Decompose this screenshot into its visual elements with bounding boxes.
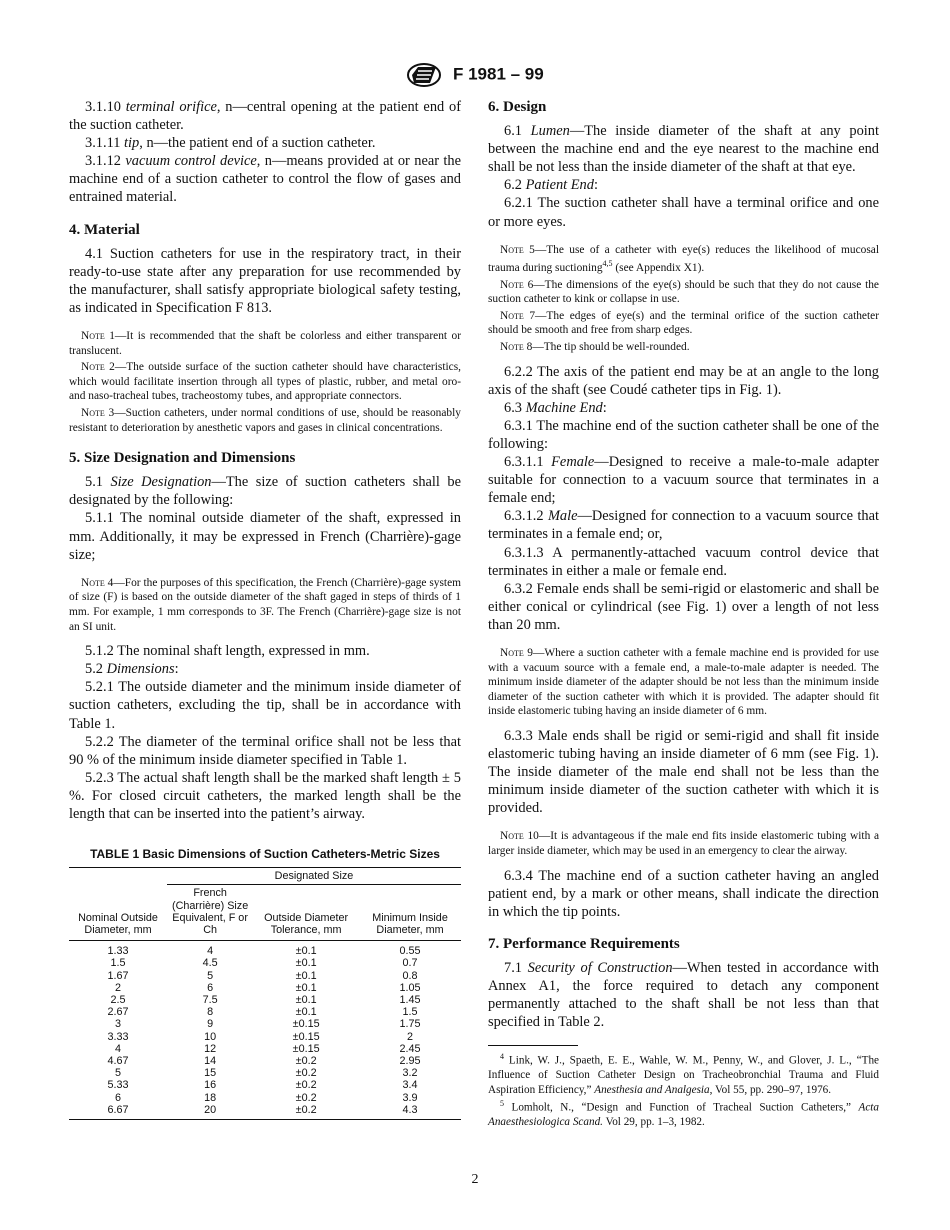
- table-cell: 3: [114, 1018, 121, 1031]
- footnote-4: $^4$ Link, W. J., Spaeth, E. E., Wahle, W. M., Penny, W., and Glover, J. L., “The Influence of Suction Catheter Design on Tracheobronchial Trauma and Fluid Aspiration Efficiency,” Anesthesia and Analgesia, Vol 55, pp. 290–97, 1976.: [488, 1052, 879, 1096]
- page-header: [0, 62, 950, 88]
- table-cell: ±0.1: [295, 993, 317, 1006]
- table-cell: ±0.2: [295, 1067, 317, 1080]
- astm-logo-icon: [406, 62, 442, 88]
- table-row: [69, 1079, 461, 1091]
- table-row: [69, 1092, 461, 1104]
- para-6-1: 6.1 Lumen—The inside diameter of the shaft at any point between the machine end and the eye nearest to the machine end shall be not less than the inside diameter of the shaft at that eye.: [488, 123, 880, 176]
- table-1-title: TABLE 1 Basic Dimensions of Suction Catheters-Metric Sizes: [90, 847, 440, 862]
- para-6-3: 6.3 Machine End:: [504, 399, 607, 416]
- table-cell: 5.33: [107, 1079, 129, 1092]
- table-cell: 0.55: [399, 945, 421, 958]
- table-cell: 8: [207, 1006, 214, 1019]
- table-cell: 3.2: [402, 1067, 418, 1080]
- para-6-3-1-2: 6.3.1.2 Male—Designed for connection to a vacuum source that terminates in a female end; or,: [488, 508, 879, 543]
- left-column: [69, 98, 461, 1120]
- table-row: [69, 957, 461, 969]
- para-5-1-2: 5.1.2 The nominal shaft length, expressed in mm.: [85, 643, 370, 660]
- table-cell: 7.5: [202, 993, 218, 1006]
- table-cell: 2.5: [110, 993, 126, 1006]
- table-row: [69, 1055, 461, 1067]
- table-cell: 3.4: [402, 1079, 418, 1092]
- para-6-3-2: 6.3.2 Female ends shall be semi-rigid or elastomeric and shall be either conical or cylindrical (see Fig. 1) over a length of not less than 20 mm.: [488, 580, 879, 633]
- table-cell: 18: [204, 1091, 217, 1104]
- table-cell: 1.05: [399, 981, 421, 994]
- table-cell: 6: [114, 1091, 121, 1104]
- para-5-1: 5.1 Size Designation—The size of suction catheters shall be designated by the following:: [69, 474, 461, 509]
- para-6-3-3: 6.3.3 Male ends shall be rigid or semi-rigid and shall fit inside elastomeric tubing having an inside diameter of 6 mm (see Fig. 1). The inside diameter of the male end shall not be less than the minimum inside diameter of the suction catheter with which it is provided.: [488, 727, 879, 817]
- table-row: [69, 1018, 461, 1030]
- note-3: Note 3—Suction catheters, under normal conditions of use, should be reasonably resistant to deterioration by anesthetic vapors and gases in clinical concentrations.: [69, 407, 461, 434]
- para-5-2: 5.2 Dimensions:: [85, 661, 179, 678]
- table-header: Nominal Outside Diameter, mm: [69, 885, 167, 941]
- table-cell: 15: [204, 1067, 217, 1080]
- note-2: Note 2—The outside surface of the suction catheter should have characteristics, which would facilitate insertion through all types of plastic, rubber, and metal oro- and naso-tracheal tubes, tracheostomy tubes, and appropriate connectors.: [69, 361, 461, 403]
- section-heading-5: 5. Size Designation and Dimensions: [69, 450, 296, 467]
- table-cell: ±0.15: [292, 1030, 320, 1043]
- table-cell: 3.33: [107, 1030, 129, 1043]
- table-cell: 16: [204, 1079, 217, 1092]
- table-cell: 1.45: [399, 993, 421, 1006]
- note-6: Note 6—The dimensions of the eye(s) should be such that they do not cause the suction catheter to kink or collapse in use.: [488, 278, 879, 306]
- table-cell: 2.45: [399, 1042, 421, 1055]
- table-cell: 5: [114, 1067, 121, 1080]
- para-6-3-1: 6.3.1 The machine end of the suction catheter shall be one of the following:: [488, 417, 879, 452]
- table-cell: 6: [207, 981, 214, 994]
- table-cell: 1.67: [107, 969, 129, 982]
- table-row: [69, 1104, 461, 1120]
- table-cell: ±0.2: [295, 1055, 317, 1067]
- table-row: [69, 994, 461, 1006]
- table-cell: 0.8: [402, 969, 418, 982]
- table-header: Minimum Inside Diameter, mm: [359, 885, 461, 941]
- para-6-2-1: 6.2.1 The suction catheter shall have a terminal orifice and one or more eyes.: [488, 195, 879, 230]
- table-cell: ±0.1: [295, 945, 317, 958]
- table-cell: ±0.2: [253, 1104, 359, 1120]
- section-heading-6: 6. Design: [488, 99, 547, 115]
- para-5-1-1: 5.1.1 The nominal outside diameter of the shaft, expressed in mm. Additionally, it may be expressed in French (Charrière)-gage size;: [69, 510, 461, 563]
- table-cell: 4: [207, 945, 214, 958]
- table-row: [69, 1006, 461, 1018]
- table-cell: ±0.15: [292, 1042, 320, 1055]
- table-cell: 0.7: [402, 957, 418, 970]
- footnote-5: $^5$ Lomholt, N., “Design and Function of Tracheal Suction Catheters,” Acta Anaesthesiologica Scand. Vol 29, pp. 1–3, 1982.: [488, 1098, 879, 1128]
- table-cell: 14: [204, 1055, 217, 1067]
- section-heading-4: 4. Material: [69, 221, 140, 238]
- para-6-3-4: 6.3.4 The machine end of a suction catheter having an angled patient end, by a mark or other means, shall indicate the direction in which the tip points.: [488, 867, 879, 920]
- table-1: [69, 867, 461, 1120]
- table-cell: 4: [114, 1042, 121, 1055]
- standard-designation: F 1981 – 99: [452, 64, 544, 84]
- note-7: Note 7—The edges of eye(s) and the terminal orifice of the suction catheter should be smooth and free from sharp edges.: [488, 309, 879, 337]
- para-5-2-3: 5.2.3 The actual shaft length shall be the marked shaft length ± 5 %. For closed circuit catheters, the marked length shall be the length that can be inserted into the patient’s airway.: [69, 769, 461, 822]
- table-row: [69, 1067, 461, 1079]
- table-cell: 1.5: [402, 1006, 418, 1019]
- para-3-1-11: 3.1.11 tip, n—the patient end of a suction catheter.: [85, 135, 376, 152]
- note-8: Note 8—The tip should be well-rounded.: [500, 341, 690, 354]
- table-cell: 2: [114, 981, 121, 994]
- table-cell: ±0.1: [295, 981, 317, 994]
- para-6-2: 6.2 Patient End:: [504, 177, 598, 194]
- para-5-2-1: 5.2.1 The outside diameter and the minimum inside diameter of suction catheters, excluding the tip, shall be in accordance with Table 1.: [69, 679, 461, 732]
- table-cell: 2: [407, 1030, 414, 1043]
- section-heading-7: 7. Performance Requirements: [488, 935, 680, 952]
- para-5-2-2: 5.2.2 The diameter of the terminal orifice shall not be less that 90 % of the minimum inside diameter specified in Table 1.: [69, 733, 461, 768]
- table-cell: 4.3: [359, 1104, 461, 1120]
- page-number: 2: [471, 1172, 479, 1187]
- note-9: Note 9—Where a suction catheter with a female machine end is provided for use with a vacuum source with a female end, a male-to-male adapter is needed. The minimum inside diameter of the adapter should be not less than the minimum inside diameter of the suction catheter with which it is provided. The adapter should fit inside elastomeric tubing having an inside diameter of 6 mm.: [488, 647, 879, 718]
- para-3-1-10: 3.1.10 terminal orifice, n—central opening at the patient end of the suction catheter.: [69, 99, 461, 134]
- table-cell: ±0.1: [295, 969, 317, 982]
- table-cell: ±0.2: [295, 1091, 317, 1104]
- table-row: [69, 970, 461, 982]
- para-6-3-1-3: 6.3.1.3 A permanently-attached vacuum control device that terminates in either a male or female end.: [488, 544, 879, 579]
- table-cell: 1.5: [110, 957, 126, 970]
- table-cell: 1.33: [107, 945, 129, 958]
- table-cell: ±0.2: [295, 1079, 317, 1092]
- table-span-header: Designated Size: [167, 868, 461, 885]
- table-cell: 12: [204, 1042, 217, 1055]
- note-4: Note 4—For the purposes of this specification, the French (Charrière)-gage system of size (F) is based on the outside diameter of the shaft gaged in steps of thirds of 1 mm. For example, 1 mm corresponds to 3F. The French (Charrière)-gage size is not an SI unit.: [69, 576, 461, 633]
- table-cell: 1.75: [399, 1018, 421, 1031]
- table-cell: 9: [207, 1018, 214, 1031]
- para-7-1: 7.1 Security of Construction—When tested in accordance with Annex A1, the force required to detach any component permanently attached to the shaft shall be not less than that specified in Table 2.: [488, 960, 879, 1031]
- right-column: [488, 98, 879, 1129]
- para-4-1: 4.1 Suction catheters for use in the respiratory tract, in their ready-to-use state after any preparation for use recommended by the manufacturer, shall satisfy appropriate biological safety testing, as indicated in Specification F 813.: [69, 245, 461, 316]
- table-cell: 3.9: [402, 1091, 418, 1104]
- table-cell: ±0.15: [292, 1018, 320, 1031]
- table-cell: 2.95: [399, 1055, 421, 1067]
- para-6-3-1-1: 6.3.1.1 Female—Designed to receive a male-to-male adapter suitable for connection to a vacuum source that terminates in a female end;: [488, 454, 880, 507]
- table-cell: 10: [204, 1030, 217, 1043]
- table-cell: 4.67: [107, 1055, 129, 1067]
- table-header: Outside Diameter Tolerance, mm: [253, 885, 359, 941]
- table-header: French (Charrière) Size Equivalent, F or Ch: [167, 885, 253, 941]
- table-row: [69, 1031, 461, 1043]
- note-1: Note 1—It is recommended that the shaft be colorless and either transparent or translucent.: [69, 330, 461, 357]
- table-row: [69, 941, 461, 958]
- para-3-1-12: 3.1.12 vacuum control device, n—means provided at or near the machine end of a suction catheter to control the flow of gases and entrained material.: [69, 153, 462, 206]
- table-cell: 4.5: [202, 957, 218, 970]
- note-10: Note 10—It is advantageous if the male end fits inside elastomeric tubing with a larger inside diameter, which may be used in an emergency to clear the airway.: [488, 830, 879, 858]
- table-row: [69, 1043, 461, 1055]
- para-6-2-2: 6.2.2 The axis of the patient end may be at an angle to the long axis of the shaft (see Coudé catheter tips in Fig. 1).: [488, 363, 879, 398]
- table-cell: ±0.1: [295, 957, 317, 970]
- table-row: [69, 982, 461, 994]
- note-5: Note 5—The use of a catheter with eye(s) reduces the likelihood of mucosal trauma during suctioning$^{4,5}$ (see Appendix X1).: [488, 243, 879, 275]
- table-cell: 2.67: [107, 1006, 129, 1019]
- table-cell: 6.67: [69, 1104, 167, 1120]
- table-cell: 20: [167, 1104, 253, 1120]
- table-cell: 5: [207, 969, 214, 982]
- footnote-divider: [488, 1045, 578, 1046]
- table-cell: ±0.1: [295, 1006, 317, 1019]
